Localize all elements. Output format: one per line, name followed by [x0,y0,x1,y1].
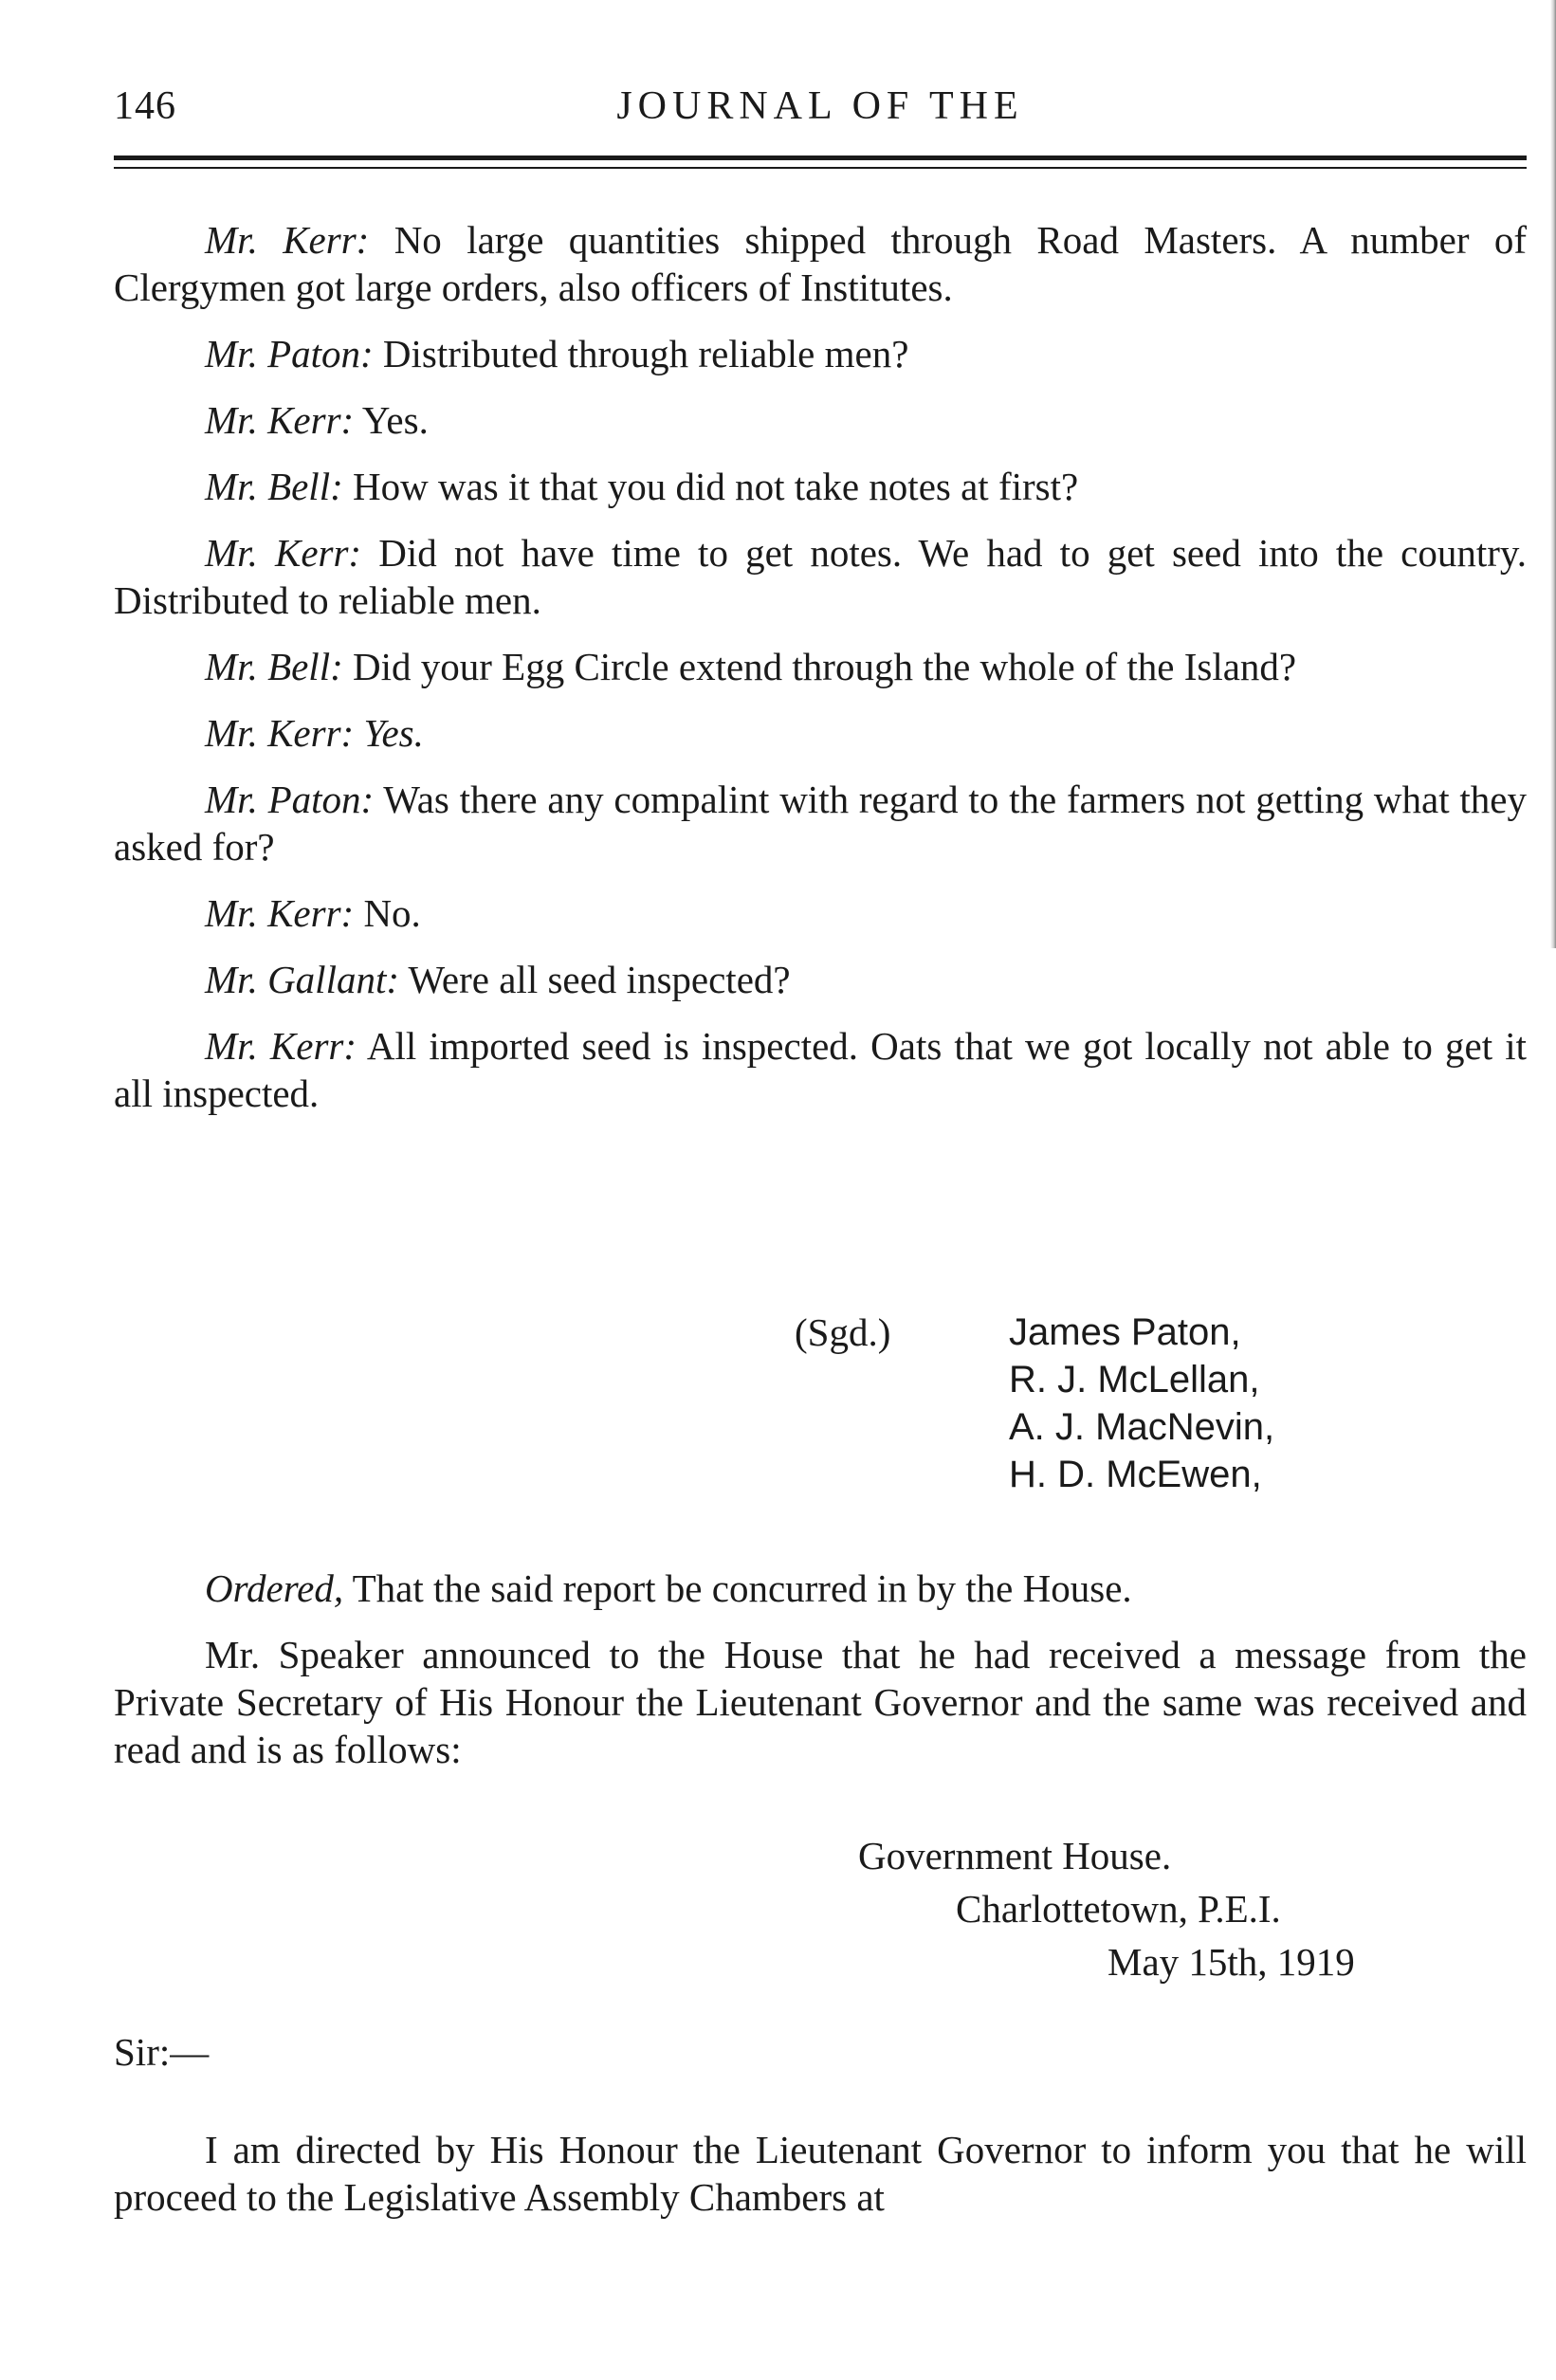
speaker-name: Mr. Kerr: [205,1024,357,1068]
statement-text: Did not have time to get notes. We had to get seed into the country. Distributed to reliable men. [114,531,1527,622]
signatory-list [1009,1309,1274,1498]
statement-text: Did your Egg Circle extend through the whole of the Island? [353,645,1297,688]
speaker-name: Mr. Paton: [205,332,374,375]
statement-text: Distributed through reliable men? [382,332,909,375]
statement-text: No large quantities shipped through Road Masters. A number of Clergymen got large orders, also officers of Institutes. [114,218,1527,309]
speaker-name: Mr. Bell: [205,465,343,508]
testimony-entry [114,643,1527,690]
statement-text: Were all seed inspected? [408,958,791,1001]
letter-place-line [114,1832,1432,1885]
statement-text: No. [363,891,421,935]
statement-text: Was there any compalint with regard to the farmers not getting what they asked for? [114,778,1527,869]
testimony-section [114,216,1527,1136]
signatory-name: James Paton, [1009,1311,1241,1353]
proceedings-section [114,1565,1527,1792]
announcement-paragraph: Mr. Speaker announced to the House that he had received a message from the Private Secretary of His Honour the Lieutenant Governor and the same was received and read and is as follows: [114,1633,1527,1771]
letter-heading [114,1832,1432,1991]
testimony-entry [114,396,1527,444]
testimony-entry [114,956,1527,1003]
letter-place: Government House. [858,1834,1172,1877]
statement-text: Yes. [361,398,429,442]
statement-text: All imported seed is inspected. Oats that we got locally not able to get it all inspected. [114,1024,1527,1115]
running-title: JOURNAL OF THE [616,84,1024,128]
page-number: 146 [114,84,176,128]
testimony-entry [114,776,1527,870]
letter-city-line [114,1885,1432,1938]
testimony-entry [114,463,1527,510]
testimony-entry [114,330,1527,377]
letter-date-line [114,1938,1432,1991]
speaker-name: Mr. Kerr: [205,218,370,262]
testimony-entry [114,709,1527,757]
header-rule-thin [114,167,1527,169]
speaker-name: Mr. Kerr: [205,398,355,442]
ordered-label: Ordered, [205,1566,344,1610]
statement-text: How was it that you did not take notes at first? [353,465,1079,508]
header-rule-thick [114,156,1527,160]
testimony-entry [114,216,1527,311]
signatory-name: H. D. McEwen, [1009,1454,1262,1495]
ordered-paragraph [114,1565,1527,1612]
signed-label: (Sgd.) [795,1310,891,1354]
page-header [114,83,1527,140]
speaker-name: Mr. Kerr: [205,711,355,755]
statement-text: Yes. [363,711,424,755]
letter-city: Charlottetown, P.E.I. [956,1887,1281,1931]
ordered-text: That the said report be concurred in by the House. [352,1566,1132,1610]
testimony-entry [114,529,1527,624]
speaker-name: Mr. Gallant: [205,958,399,1001]
testimony-entry [114,1022,1527,1117]
testimony-entry [114,889,1527,937]
letter-date: May 15th, 1919 [1108,1940,1355,1984]
page-edge-shadow [1550,0,1556,948]
letter-salutation: Sir:— [114,2030,210,2074]
signatory-name: R. J. McLellan, [1009,1359,1260,1401]
speaker-name: Mr. Kerr: [205,891,355,935]
letter-body [114,2126,1527,2240]
speaker-name: Mr. Bell: [205,645,343,688]
speaker-name: Mr. Paton: [205,778,375,821]
signatory-name: A. J. MacNevin, [1009,1406,1275,1448]
speaker-name: Mr. Kerr: [205,531,362,575]
letter-body-paragraph: I am directed by His Honour the Lieutenant Governor to inform you that he will proceed to the Legislative Assembly Chambers at [114,2128,1527,2219]
